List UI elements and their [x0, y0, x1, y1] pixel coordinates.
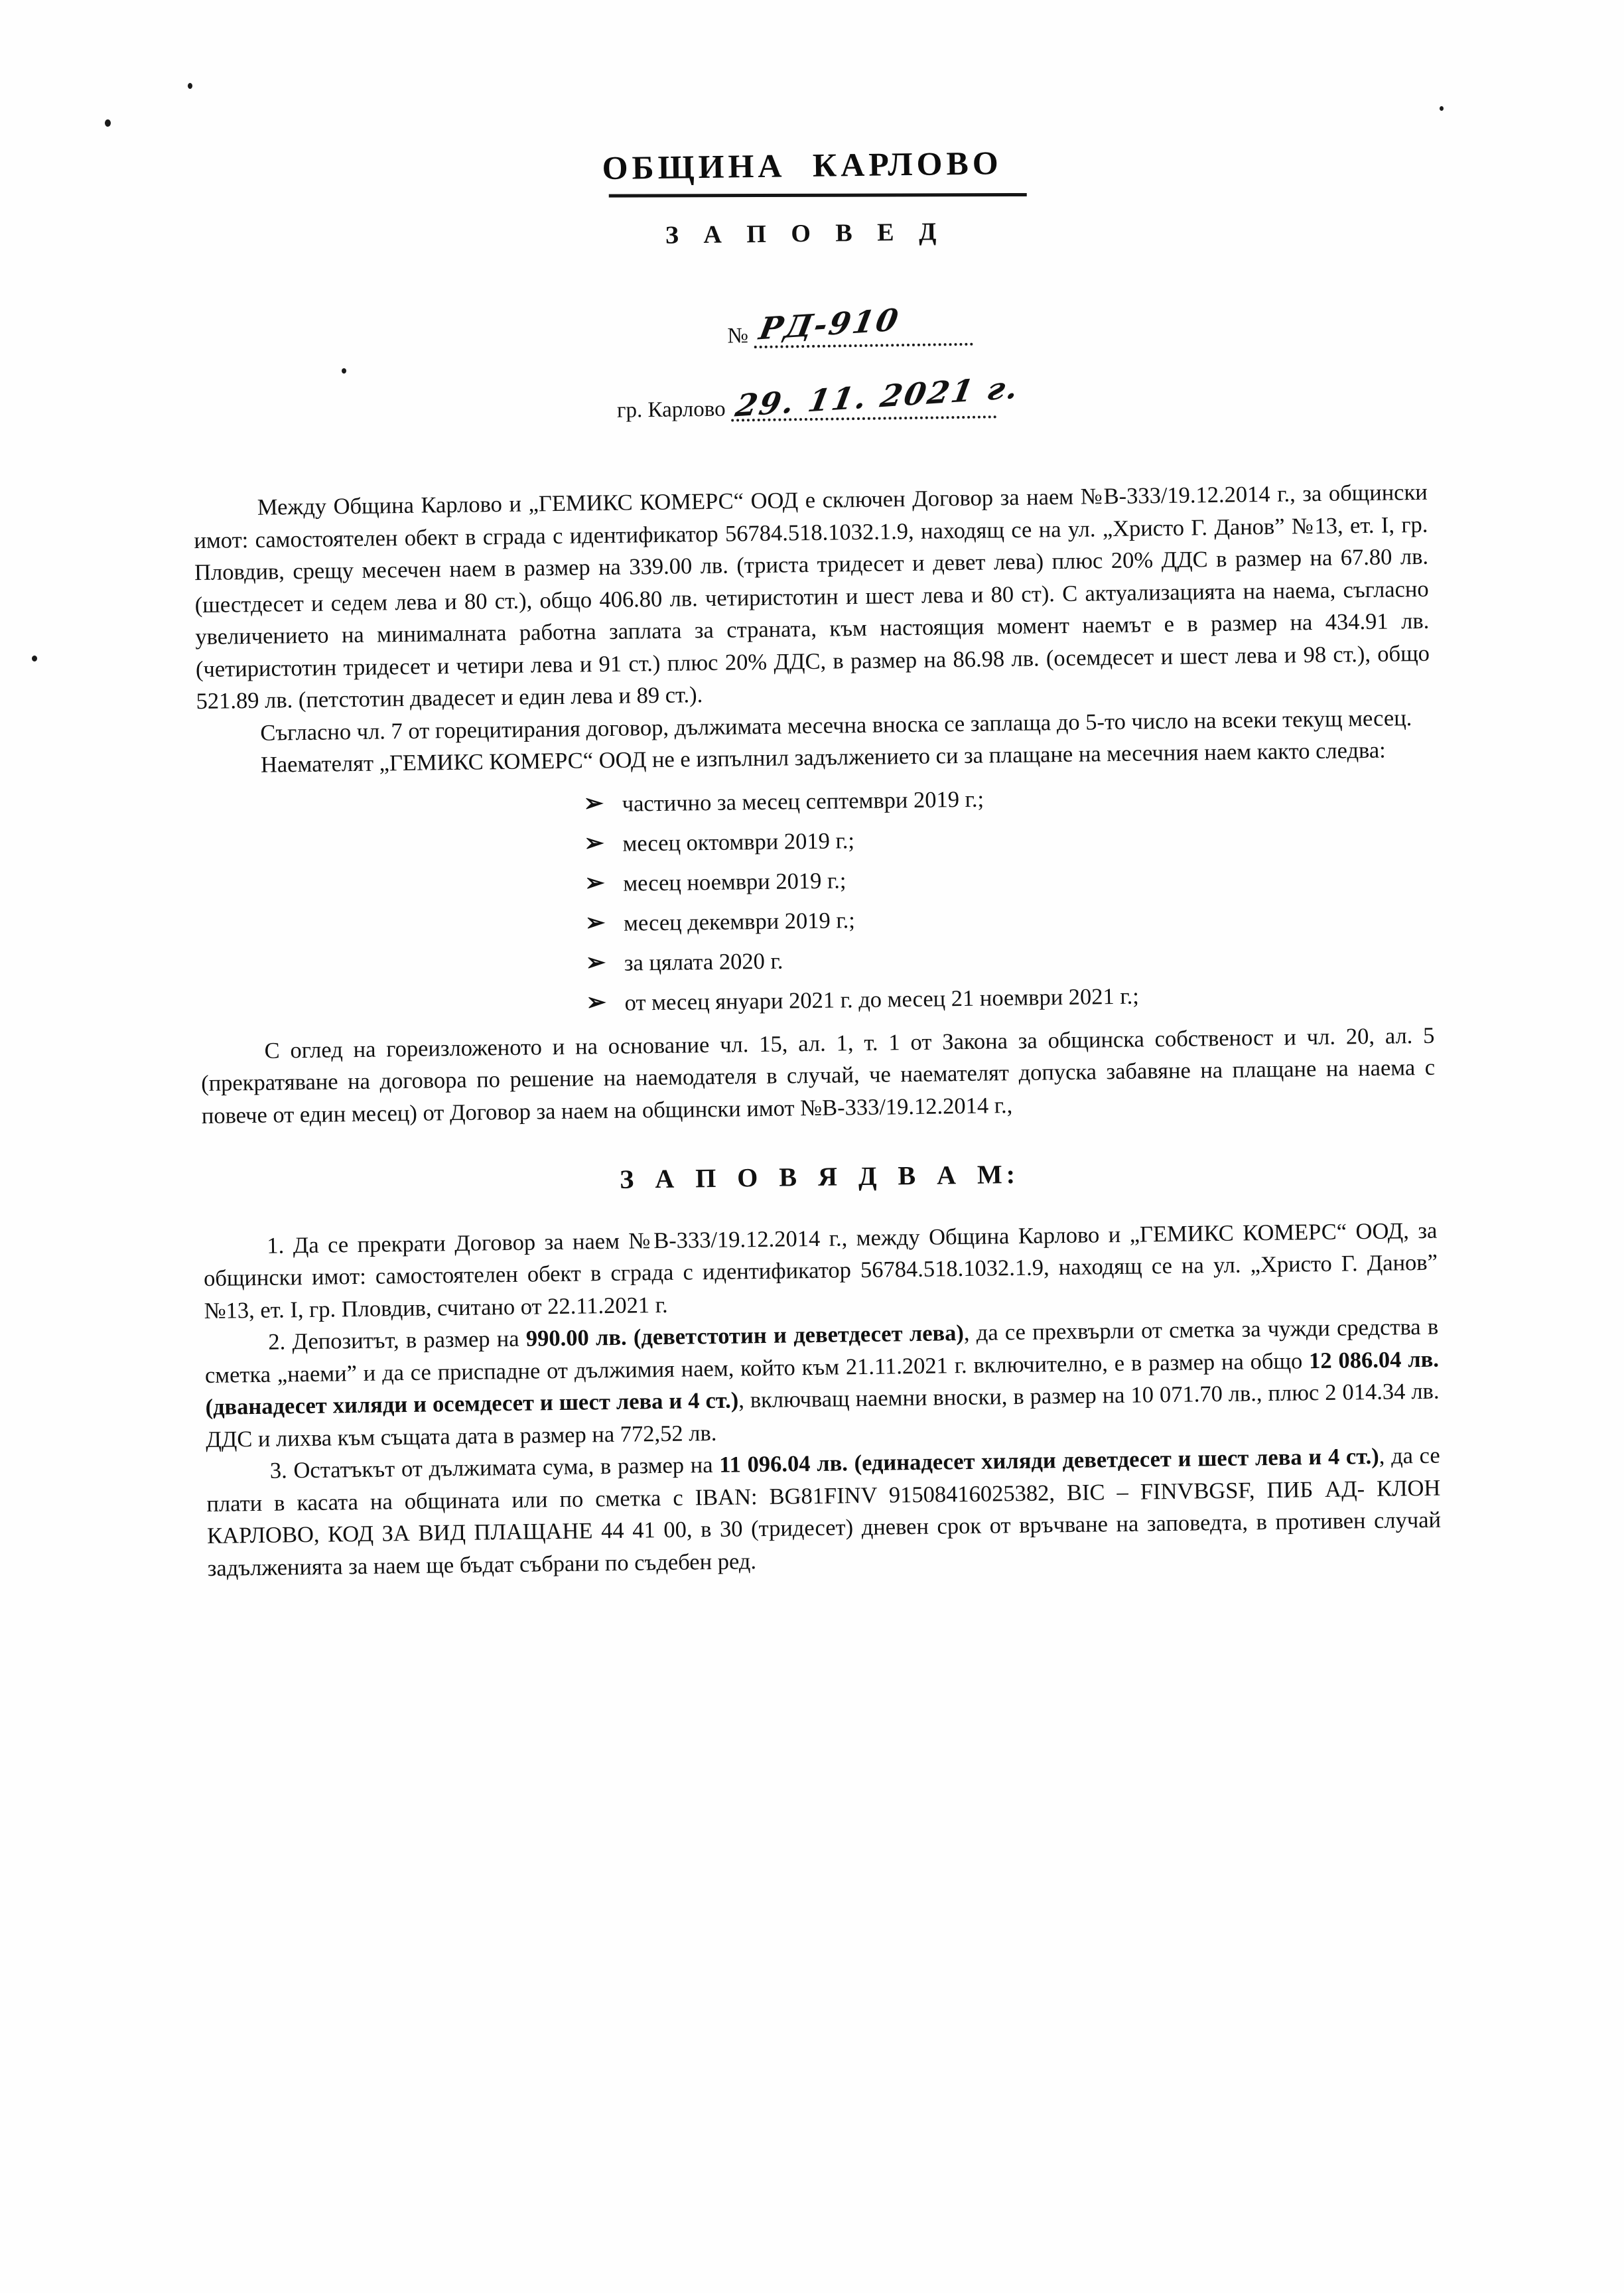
list-item	[585, 937, 1434, 978]
arrow-bullet-icon: ➢	[584, 908, 606, 936]
order-directive-heading: З А П О В Я Д В А М:	[619, 1158, 1020, 1194]
order-item-3-part-a: 3. Остатъкът от дължимата сума, в размер на	[269, 1452, 720, 1484]
arrow-bullet-icon: ➢	[586, 988, 607, 1015]
city-label: гр. Карлово	[616, 397, 726, 423]
arrow-bullet-icon: ➢	[584, 869, 605, 896]
list-item	[586, 977, 1434, 1018]
list-item-label: частично за месец септември 2019 г.;	[622, 786, 984, 817]
list-item-label: от месец януари 2021 г. до месец 21 ноември 2021 г.;	[624, 983, 1140, 1016]
order-item-3-amount-remainder: 11 096.04 лв. (единадесет хиляди деветдесет и шест лева и 4 ст.)	[719, 1443, 1379, 1478]
order-item-1: 1. Да се прекрати Договор за наем №В-333/19.12.2014 г., между Община Карлово и „ГЕМИКС КОМЕРС“ ООД, за общински имот: самостоятелен обект в сграда с идентификатор 56784.518.1032.1.9, находящ се на ул. „Христо Г. Данов” №13, ет. I, гр. Пловдив, считано от 22.11.2021 г.	[203, 1217, 1438, 1324]
document-body	[194, 476, 1442, 1584]
list-item-label: месец октомври 2019 г.;	[622, 827, 855, 857]
arrow-bullet-icon: ➢	[585, 948, 606, 975]
list-item-label: за цялата 2020 г.	[624, 948, 783, 976]
unpaid-periods-list	[197, 778, 1434, 1023]
arrow-bullet-icon: ➢	[583, 789, 604, 816]
order-item-2-part-a: 2. Депозитът, в размер на	[268, 1326, 527, 1355]
list-item	[584, 857, 1432, 898]
paragraph-default-intro: Наемателят „ГЕМИКС КОМЕРС“ ООД не е изпълнил задължението си за плащане на месечния наем както следва:	[260, 737, 1386, 778]
order-item-2-amount-total: 12 086.04 лв. (дванадесет хиляди и осемдесет и шест лева и 4 ст.)	[205, 1346, 1440, 1421]
list-item	[584, 897, 1433, 938]
date-handwritten-value: 29. 11. 2021 г.	[732, 369, 1023, 424]
order-number-handwritten-value: РД-910	[756, 301, 903, 347]
arrow-bullet-icon: ➢	[584, 829, 604, 856]
page-title: ОБЩИНА КАРЛОВО	[602, 144, 1003, 187]
document-kind-heading: З А П О В Е Д	[665, 218, 941, 249]
list-item-label: месец ноември 2019 г.;	[623, 867, 846, 896]
order-number-field	[727, 301, 973, 349]
paragraph-payment-term: Съгласно чл. 7 от горецитирания договор, дължимата месечна вноска се заплаща до 5-то число на всеки текущ месец.	[260, 705, 1412, 746]
paragraph-contract-details: Между Община Карлово и „ГЕМИКС КОМЕРС“ ООД е сключен Договор за наем №В-333/19.12.2014 г., за общински имот: самостоятелен обект в сграда с идентификатор 56784.518.1032.1.9, находящ се на ул. „Христо Г. Данов” №13, ет. I, гр. Пловдив, срещу месечен наем в размер на 339.00 лв. (триста тридесет и девет лева) плюс 20% ДДС в размер на 67.80 лв. (шестдесет и седем лева и 80 ст.), общо 406.80 лв. четиристотин и шест лева и 80 ст). С актуализацията на наема, съгласно увеличението на минималната работна заплата за страната, към настоящия момент наемът е в размер на 434.91 лв. (четиристотин тридесет и четири лева и 91 ст.) плюс 20% ДДС, в размер на 86.98 лв. (осемдесет и шест лева и 98 ст.), общо 521.89 лв. (петстотин двадесет и един лева и 89 ст.).	[194, 479, 1430, 715]
order-item-2-part-d: , включващ наемни вноски, в размер на 10 071.70 лв., плюс 2 014.34 лв. ДДС и лихва към същата дата в размер на 772,52 лв.	[205, 1378, 1440, 1452]
order-item-3-part-c: , да се плати в касата на общината или по сметка с IBAN: BG81FINV 91508416025382, BIC – FINVBGSF, ПИБ АД- КЛОН КАРЛОВО, КОД ЗА ВИД ПЛАЩАНЕ 44 41 00, в 30 (тридесет) дневен срок от връчване на заповедта, в противен случай задълженията за наем ще бъдат събрани по съдебен ред.	[206, 1442, 1442, 1581]
order-item-2	[204, 1311, 1440, 1456]
order-item-3	[206, 1440, 1442, 1584]
order-item-2-amount-deposit: 990.00 лв. (деветстотин и деветдесет лева)	[525, 1320, 965, 1352]
paragraph-legal-basis: С оглед на гореизложеното и на основание чл. 15, ал. 1, т. 1 от Закона за общинска собственост и чл. 20, ал. 5 (прекратяване на договора по решение на наемодателя в случай, че наемателят допуска забавяне на плащане на наема с повече от един месец) от Договор за наем на общински имот №В-333/19.12.2014 г.,	[200, 1022, 1436, 1129]
date-dotted-line	[730, 369, 1023, 424]
title-underline	[609, 193, 1027, 198]
list-item	[583, 778, 1431, 819]
city-date-field	[616, 369, 1023, 424]
order-number-label: №	[727, 324, 749, 348]
order-number-dotted-line	[754, 301, 973, 348]
list-item	[584, 817, 1432, 859]
list-item-label: месец декември 2019 г.;	[623, 907, 856, 936]
order-item-2-part-c: , да се прехвърли от сметка за чужди средства в сметка „наеми” и да се приспадне от дължимия наем, който към 21.11.2021 г. включително, е в размер на общо	[204, 1314, 1439, 1388]
